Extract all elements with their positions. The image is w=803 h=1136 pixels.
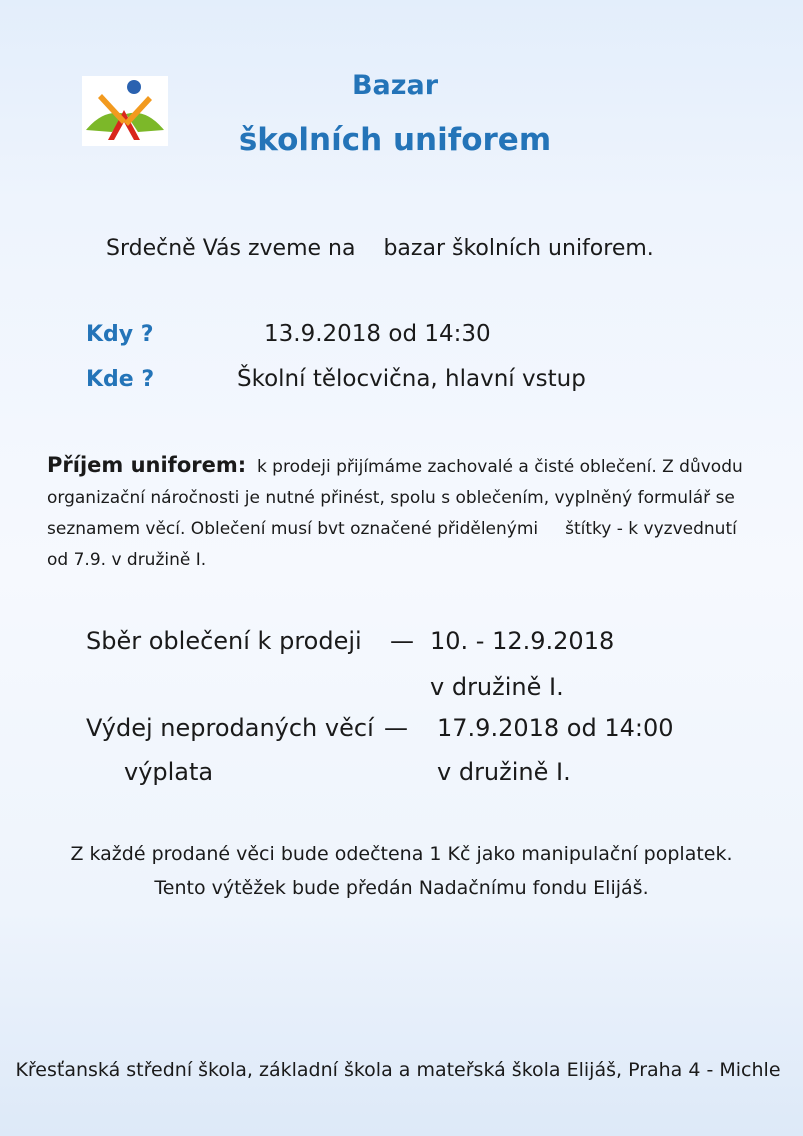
collection-date: 10. - 12.9.2018 [430,627,615,655]
intake-line-1: k prodeji přijímáme zachovalé a čisté oblečení. Z důvodu [256,457,743,477]
when-value: 13.9.2018 od 14:30 [264,321,491,347]
collection-place: v družině I. [430,673,564,701]
title-line-1: Bazar [351,70,439,101]
collection-dash: — [390,627,414,655]
school-name-footer: Křesťanská střední škola, základní škola a mateřská škola Elijáš, Praha 4 - Michle [15,1059,781,1081]
intake-line-4: od 7.9. v družině I. [47,550,207,570]
return-label: Výdej neprodaných věcí [86,714,374,742]
return-date: 17.9.2018 od 14:00 [437,714,674,742]
fee-note: Z každé prodané věci bude odečtena 1 Kč jako manipulační poplatek. [70,843,733,865]
invitation-part-2: bazar školních uniforem. [383,236,654,261]
intake-heading: Příjem uniforem: [47,453,247,477]
intake-line-3: seznamem věcí. Oblečení musí bvt označené přidělenými štítky - k vyzvednutí [47,519,737,539]
title-line-2: školních uniforem [238,122,552,158]
intake-paragraph [47,450,767,576]
return-sublabel: výplata [124,758,214,786]
return-dash: — [384,714,408,742]
proceeds-note: Tento výtěžek bude předán Nadačnímu fondu Elijáš. [154,877,649,899]
where-value: Školní tělocvična, hlavní vstup [237,366,586,392]
return-place: v družině I. [437,758,571,786]
collection-label: Sběr oblečení k prodeji [86,627,362,655]
when-label: Kdy ? [86,322,154,347]
invitation-text [106,236,654,261]
intake-line-2: organizační náročnosti je nutné přinést, spolu s oblečením, vyplněný formulář se [47,488,735,508]
invitation-part-1: Srdečně Vás zveme na [106,236,356,261]
where-label: Kde ? [86,367,155,392]
